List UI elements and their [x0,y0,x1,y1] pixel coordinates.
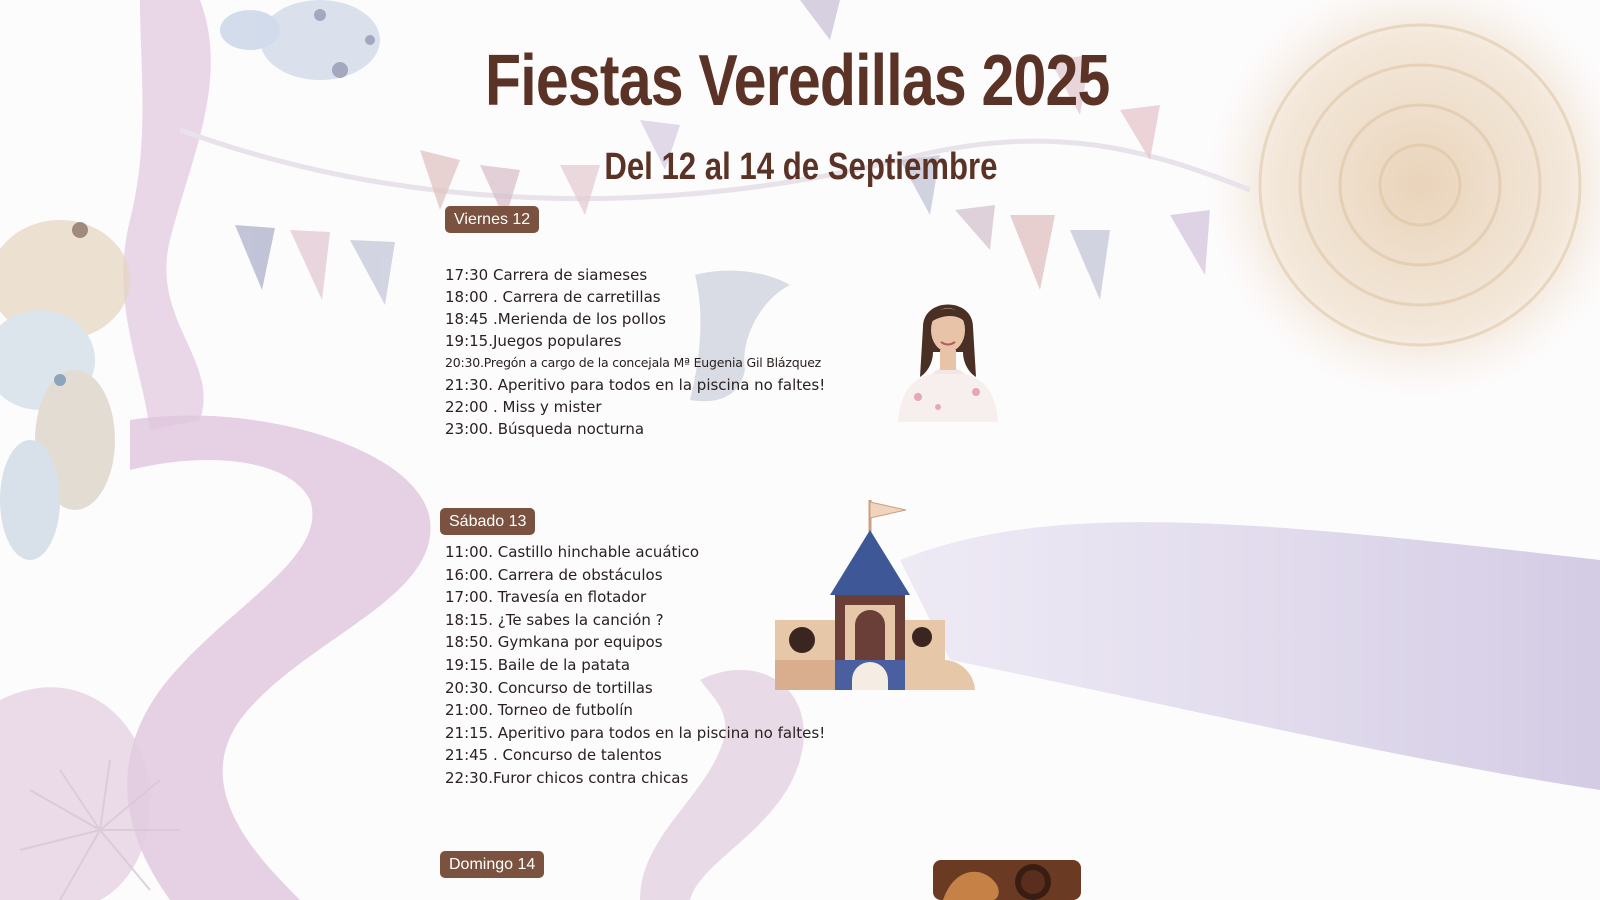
event-item: 21:45 . Concurso de talentos [445,746,662,765]
event-item: 18:00 . Carrera de carretillas [445,288,661,306]
event-item: 19:15.Juegos populares [445,332,622,350]
event-item: 21:00. Torneo de futbolín [445,701,633,720]
day-badge-viernes: Viernes 12 [445,206,539,233]
poster-title: Fiestas Veredillas 2025 [485,41,1110,121]
event-list-sabado [445,541,825,790]
event-item: 23:00. Búsqueda nocturna [445,420,645,438]
castle-illustration [770,500,980,710]
food-photo [933,860,1081,900]
event-item: 20:30.Pregón a cargo de la concejala Mª Eugenia Gil Blázquez [445,355,822,370]
event-item: 21:30. Aperitivo para todos en la piscina no faltes! [445,376,826,394]
event-item: 21:15. Aperitivo para todos en la piscina no faltes! [445,723,826,742]
event-item: 16:00. Carrera de obstáculos [445,565,663,584]
event-list-viernes [445,264,825,440]
poster-subtitle: Del 12 al 14 de Septiembre [604,146,998,188]
event-item: 19:15. Baile de la patata [445,655,631,674]
portrait-photo [888,282,1008,422]
event-item: 18:50. Gymkana por equipos [445,633,663,652]
event-item: 20:30. Concurso de tortillas [445,678,653,697]
pink-ribbon [127,416,430,900]
lavender-stroke [900,522,1600,790]
event-item: 17:00. Travesía en flotador [445,588,647,607]
event-item: 18:45 .Merienda de los pollos [445,310,666,328]
event-item: 18:15. ¿Te sabes la canción ? [445,610,664,629]
event-item: 17:30 Carrera de siameses [445,266,648,284]
event-item: 22:00 . Miss y mister [445,398,602,416]
day-badge-domingo: Domingo 14 [440,851,544,878]
event-item: 11:00. Castillo hinchable acuático [445,543,699,561]
day-badge-sabado: Sábado 13 [440,508,535,535]
event-item: 22:30.Furor chicos contra chicas [445,768,689,787]
